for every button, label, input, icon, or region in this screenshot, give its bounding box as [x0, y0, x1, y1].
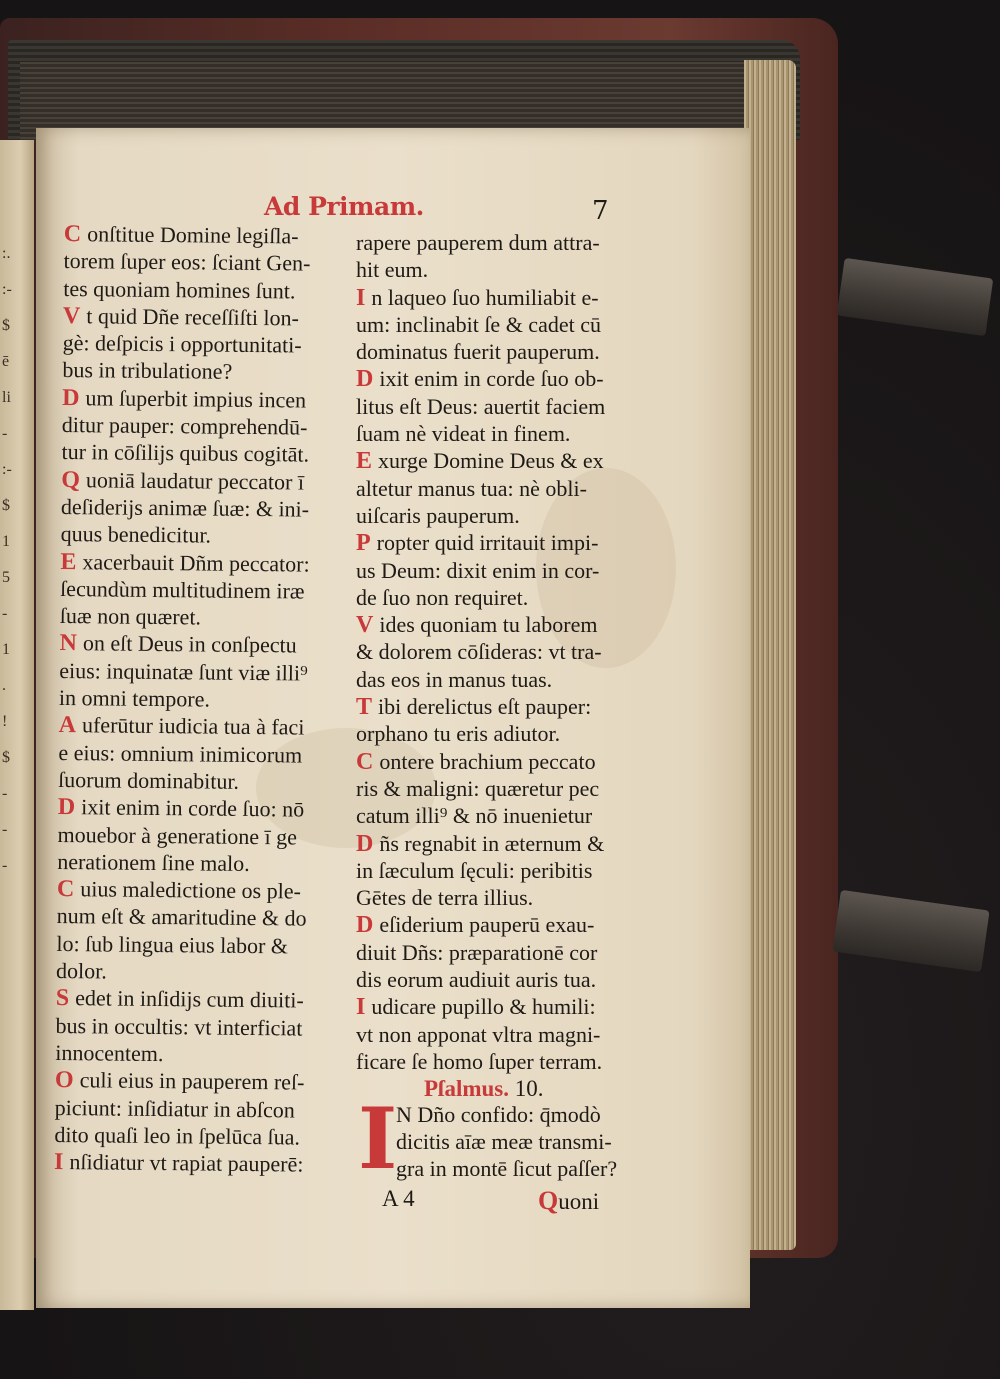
line-text: eius: inquinatæ ſunt viæ illi⁹: [59, 657, 308, 686]
text-line: [55, 1093, 341, 1123]
line-text: das eos in manus tuas.: [356, 666, 553, 692]
line-text: in omni tempore.: [58, 685, 211, 712]
text-line: [58, 739, 344, 769]
line-text: lo: ſub lingua eius labor &: [56, 930, 289, 959]
line-text: mouebor à generatione ī ge: [57, 821, 298, 850]
red-initial: I: [356, 284, 366, 311]
text-line: [59, 657, 345, 687]
line-text: ixit enim in corde ſuo ob-: [379, 366, 604, 392]
text-line: [60, 575, 346, 605]
line-text: n laqueo ſuo humiliabit e-: [371, 284, 599, 310]
line-text: ficare ſe homo ſuper terram.: [356, 1048, 603, 1074]
line-text: xurge Domine Deus & ex: [378, 448, 604, 474]
red-initial: O: [54, 1067, 74, 1094]
red-initial: S: [55, 985, 70, 1012]
psalm-number: 10.: [514, 1076, 544, 1101]
psalm-heading: [424, 1076, 543, 1102]
line-text: piciunt: inſidiatur in abſcon: [54, 1094, 295, 1122]
text-line: [56, 984, 342, 1014]
line-text: litus eſt Deus: auertit faciem: [356, 393, 606, 419]
line-text: tes quoniam homines ſunt.: [63, 275, 296, 304]
text-line: [62, 356, 348, 386]
red-initial: D: [62, 384, 80, 411]
red-initial: T: [356, 694, 373, 721]
text-line: [59, 684, 345, 714]
red-initial: N: [59, 630, 78, 657]
text-line: [61, 438, 347, 468]
red-initial: V: [62, 302, 81, 330]
text-line: [55, 1039, 341, 1069]
text-line: [356, 475, 644, 502]
red-initial: C: [56, 876, 75, 903]
catchword: [538, 1186, 599, 1216]
red-initial: P: [356, 530, 371, 557]
line-text: us Deum: dixit enim in cor-: [356, 557, 600, 583]
text-line: [356, 502, 644, 529]
text-line: [356, 911, 644, 938]
line-text: dis eorum audiuit auris tua.: [356, 967, 597, 993]
text-line: [356, 802, 644, 829]
red-initial: I: [53, 1149, 64, 1176]
line-text: eſiderium pauperū exau-: [379, 912, 595, 938]
text-line: [58, 766, 344, 796]
text-line: [54, 1148, 340, 1178]
text-line: [356, 638, 644, 665]
red-initial: D: [356, 830, 374, 857]
line-text: ontere brachium peccato: [379, 748, 596, 774]
line-text: quus benedicitur.: [60, 521, 212, 548]
text-line: [56, 957, 342, 987]
line-text: uoniā laudatur peccator ī: [85, 466, 305, 495]
line-text: Gētes de terra illius.: [356, 885, 534, 911]
text-line: [356, 830, 644, 857]
text-line: [63, 302, 349, 332]
line-text: ropter quid irritauit impi-: [376, 530, 599, 556]
text-line: [356, 311, 644, 338]
line-text: uiſcaris pauperum.: [356, 502, 520, 528]
text-line: [61, 466, 347, 496]
line-text: diuit Dñs: præparationē cor: [356, 939, 598, 965]
line-text: deſiderijs animæ ſuæ: & ini-: [60, 493, 310, 522]
text-line: [56, 930, 342, 960]
text-line: [57, 902, 343, 932]
text-line: [356, 1021, 644, 1048]
line-text: ris & maligni: quæretur pec: [356, 775, 600, 801]
red-initial: I: [356, 994, 366, 1021]
text-line: [356, 284, 644, 311]
line-text: t quid Dñe receſſiſti lon-: [86, 303, 300, 331]
text-line: [62, 411, 348, 441]
line-text: edet in inſidijs cum diuiti-: [75, 985, 304, 1013]
line-text: onſtitue Domine legiſla-: [87, 221, 299, 249]
text-line: [356, 447, 644, 474]
text-line: [356, 256, 644, 283]
text-line: [356, 557, 644, 584]
text-line: [356, 693, 644, 720]
right-text-column: [356, 229, 644, 1075]
psalm-line: gra in montē ſicut paſſer?: [396, 1156, 618, 1181]
line-text: rapere pauperem dum attra-: [356, 230, 600, 255]
red-initial: C: [356, 748, 374, 775]
text-line: [356, 529, 644, 556]
text-line: [356, 993, 644, 1020]
red-initial: D: [356, 912, 374, 939]
line-text: nerationem ſine malo.: [57, 848, 250, 876]
text-line: [356, 365, 644, 392]
line-text: torem ſuper eos: ſciant Gen-: [63, 248, 311, 276]
red-initial: E: [356, 448, 373, 475]
line-text: ditur pauper: comprehendū-: [61, 412, 308, 440]
text-line: [59, 629, 345, 659]
line-text: vt non apponat vltra magni-: [356, 1021, 601, 1047]
text-line: [356, 338, 644, 365]
text-line: [356, 857, 644, 884]
signature-mark: A 4: [382, 1186, 415, 1211]
text-line: [63, 247, 349, 277]
psalm-initial: I: [358, 1089, 398, 1188]
line-text: bus in occultis: vt interficiat: [55, 1012, 303, 1041]
text-line: [356, 393, 644, 420]
text-line: [58, 793, 344, 823]
text-line: [57, 875, 343, 905]
red-initial: C: [63, 220, 82, 248]
line-text: um ſuperbit impius incen: [85, 385, 307, 413]
line-text: culi eius in pauperem reſ-: [79, 1067, 305, 1095]
clasp-lower: [832, 890, 989, 972]
line-text: ſuæ non quæret.: [59, 603, 202, 630]
page-edges-right: [744, 60, 796, 1250]
line-text: on eſt Deus in conſpectu: [82, 630, 297, 658]
text-line: [60, 602, 346, 632]
psalm-line: dicitis aīæ meæ transmi-: [396, 1129, 612, 1154]
line-text: nſidiatur vt rapiat pauperē:: [69, 1149, 304, 1177]
line-text: ides quoniam tu laborem: [379, 612, 598, 638]
text-line: [356, 966, 644, 993]
text-line: [356, 584, 644, 611]
text-line: [356, 611, 644, 638]
running-header: Ad Primam.: [264, 192, 424, 221]
line-text: um: inclinabit ſe & cadet cū: [356, 311, 601, 337]
line-text: in ſæculum ſęculi: peribitis: [356, 857, 593, 883]
red-initial: Q: [61, 466, 81, 493]
text-line: [59, 711, 345, 741]
line-text: de ſuo non requiret.: [356, 584, 529, 610]
line-text: gè: deſpicis i opportunitati-: [62, 330, 302, 358]
psalm-line: N Dño confido: q̄modò: [396, 1102, 601, 1127]
text-line: [60, 548, 346, 578]
facing-page-margin-text: :. :- $ ē li - :- $ 1 5 - 1 . ! $ - - -: [2, 245, 12, 874]
line-text: & dolorem cōſideras: vt tra-: [356, 639, 602, 665]
text-line: [62, 384, 348, 414]
folio-number: 7: [592, 196, 609, 226]
line-text: uferūtur iudicia tua à faci: [81, 712, 305, 740]
line-text: bus in tribulatione?: [62, 357, 233, 385]
line-text: ſuorum dominabitur.: [58, 766, 240, 794]
line-text: hit eum.: [356, 257, 429, 283]
text-line: [57, 820, 343, 850]
text-line: [54, 1121, 340, 1151]
text-line: [356, 939, 644, 966]
red-initial: D: [356, 366, 374, 393]
psalm-text: [396, 1101, 617, 1182]
red-initial: D: [57, 794, 76, 821]
line-text: xacerbauit Dñm peccator:: [82, 548, 310, 577]
red-initial: E: [60, 548, 77, 575]
line-text: e eius: omnium inimicorum: [58, 739, 303, 768]
line-text: orphano tu eris adiutor.: [356, 721, 561, 747]
text-line: [356, 884, 644, 911]
left-text-column: [54, 220, 350, 1178]
red-initial: V: [356, 612, 374, 639]
line-text: altetur manus tua: nè obli-: [356, 475, 587, 501]
text-line: [55, 1066, 341, 1096]
text-line: [64, 220, 350, 250]
line-text: tur in cōſilijs quibus cogitāt.: [61, 439, 310, 467]
red-initial: A: [58, 712, 77, 739]
text-line: [61, 520, 347, 550]
catchword-initial: Q: [538, 1186, 559, 1215]
psalm-label: Pſalmus.: [424, 1076, 509, 1101]
line-text: ixit enim in corde ſuo: nō: [81, 794, 305, 822]
line-text: dito quaſi leo in ſpelūca ſua.: [54, 1121, 301, 1150]
text-line: [356, 720, 644, 747]
text-line: [356, 748, 644, 775]
text-line: [61, 493, 347, 523]
text-line: [63, 329, 349, 359]
line-text: dominatus fuerit pauperum.: [356, 339, 600, 365]
text-line: [356, 420, 644, 447]
text-line: [356, 229, 644, 256]
text-line: [55, 1012, 341, 1042]
clasp-upper: [837, 258, 994, 336]
catchword-text: uoni: [558, 1189, 600, 1214]
text-line: [63, 275, 349, 305]
line-text: ñs regnabit in æternum &: [379, 830, 605, 856]
text-line: [57, 848, 343, 878]
text-line: [356, 775, 644, 802]
line-text: num eſt & amaritudine & do: [56, 903, 307, 931]
line-text: innocentem.: [55, 1039, 164, 1066]
line-text: catum illi⁹ & nō inuenietur: [356, 803, 593, 829]
line-text: uius maledictione os ple-: [80, 876, 302, 904]
text-line: [356, 666, 644, 693]
line-text: ſecundùm multitudinem iræ: [60, 575, 305, 604]
line-text: dolor.: [56, 957, 108, 984]
text-line: [356, 1048, 644, 1075]
line-text: udicare pupillo & humili:: [371, 994, 596, 1020]
line-text: ibi derelictus eſt pauper:: [378, 694, 592, 720]
line-text: ſuam nè videat in finem.: [356, 421, 571, 447]
